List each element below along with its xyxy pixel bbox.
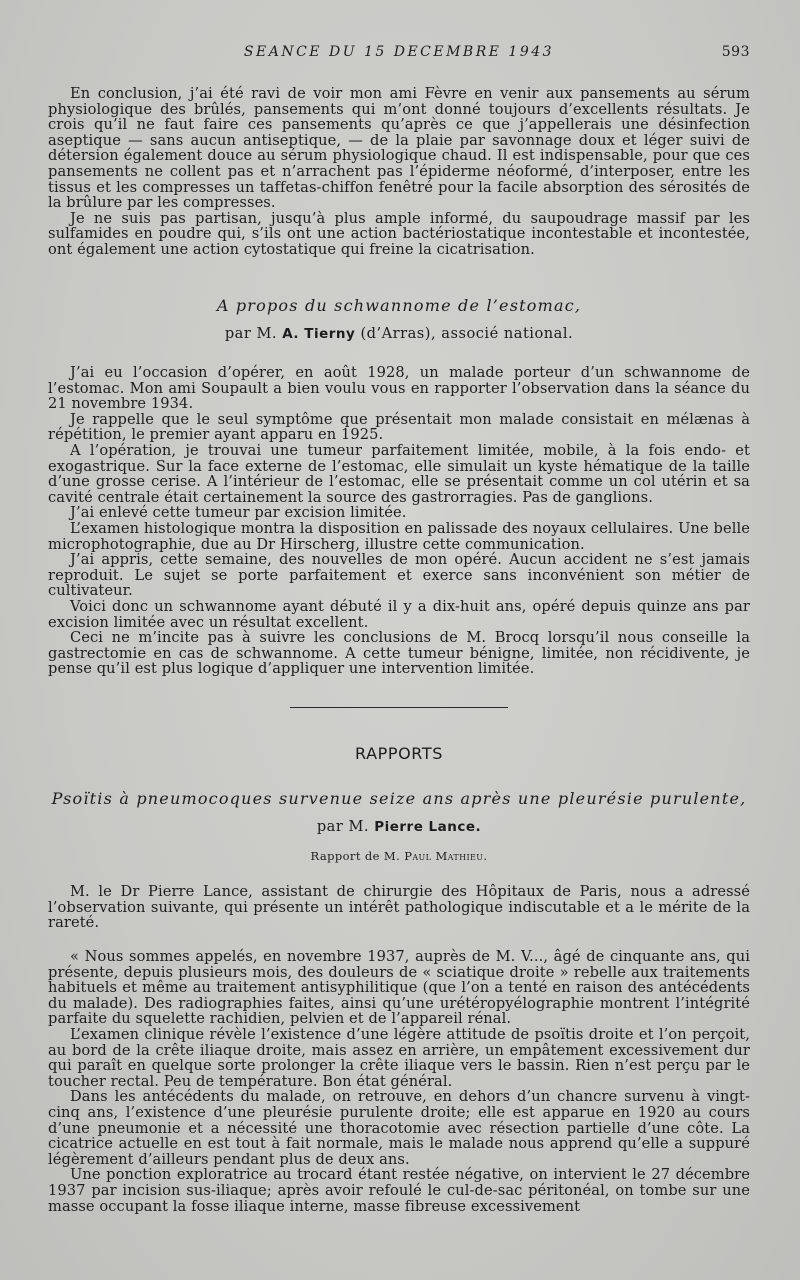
paragraph: J’ai appris, cette semaine, des nouvelles de mon opéré. Aucun accident ne s’est jamais reproduit. Le sujet se porte parfaitement et exerce sans inconvénient son métier de cultivateur.: [48, 551, 750, 600]
article-author: [48, 325, 750, 342]
report-intro: [48, 884, 750, 931]
author-suffix: (d’Arras), associé national.: [360, 325, 574, 342]
paragraph: Voici donc un schwannome ayant débuté il y a dix-huit ans, opéré depuis quinze ans par excision limitée avec un résultat excellent.: [48, 597, 750, 631]
paragraph: L’examen clinique révèle l’existence d’une légère attitude de psoïtis droite et l’on perçoit, au bord de la crête iliaque droite, mais assez en arrière, un empâtement excessivement dur qui paraît en quelque sorte prolonger la crête iliaque vers le bassin. Rien n’est perçu par le toucher rectal. Peu de température. Bon état général.: [48, 1025, 750, 1090]
author-name: Pierre Lance.: [374, 819, 482, 835]
paragraph: A l’opération, je trouvai une tumeur parfaitement limitée, mobile, à la fois endo- et exogastrique. Sur la face externe de l’estomac, elle simulait un kyste hématique de la taille d’une grosse cerise. A l’intérieur de l’estomac, elle se présentait comme un col utérin et sa cavité centrale était certainement la source des gastrorragies. Pas de ganglions.: [48, 441, 750, 506]
paragraph: Je rappelle que le seul symptôme que présentait mon malade consistait en mélænas à répétition, le premier ayant apparu en 1925.: [48, 410, 750, 444]
author-prefix: par M.: [316, 818, 370, 835]
paragraph: Dans les antécédents du malade, on retrouve, en dehors d’un chancre survenu à vingt-cinq ans, l’existence d’une pleurésie purulente droite; elle est apparue en 1920 au cours d’une pneumonie et a nécessité une thoracotomie avec résection partielle d’une côte. La cicatrice actuelle en est tout à fait normale, mais le malade nous apprend qu’elle a suppuré légèrement d’ailleurs pendant plus de deux ans.: [48, 1088, 750, 1168]
report-body: [48, 949, 750, 1214]
author-name: A. Tierny: [282, 326, 356, 342]
report-name: Paul Mathieu.: [404, 849, 488, 863]
report-title: Psoïtis à pneumocoques survenue seize ans après une pleurésie purulente,: [51, 789, 747, 808]
author-prefix: par M.: [224, 325, 278, 342]
article-title: A propos du schwannome de l’estomac,: [216, 296, 582, 315]
page-header: [48, 44, 750, 64]
page-number: 593: [721, 44, 750, 60]
paragraph: M. le Dr Pierre Lance, assistant de chirurgie des Hôpitaux de Paris, nous a adressé l’observation suivante, qui présente un intérêt pathologique indiscutable et a le mérite de la rareté.: [48, 883, 750, 932]
paragraph: En conclusion, j’ai été ravi de voir mon ami Fèvre en venir aux pansements au sérum physiologique des brûlés, pansements qui m’ont donné toujours d’excellents résultats. Je crois qu’il ne faut faire ces pansements qu’après ce que j’appellerais une désinfection aseptique — sans aucun antiseptique, — de la plaie par savonnage doux et léger suivi de détersion également douce au sérum physiologique chaud. Il est indispensable, pour que ces pansements ne collent pas et n’arrachent pas l’épiderme néoformé, d’interposer, entre les tissus et les compresses un taffetas-chiffon fenêtré pour la facile absorption des sérosités de la brûlure par les compresses.: [48, 85, 750, 212]
article-body: [48, 365, 750, 677]
paragraph: Ceci ne m’incite pas à suivre les conclusions de M. Brocq lorsqu’il nous conseille la gastrectomie en cas de schwannome. A cette tumeur bénigne, limitée, non récidivente, je pense qu’il est plus logique d’appliquer une intervention limitée.: [48, 629, 750, 678]
paragraph: Une ponction exploratrice au trocard étant restée négative, on intervient le 27 décembre 1937 par incision sus-iliaque; après avoir refoulé le cul-de-sac péritonéal, on tombe sur une masse occupant la fosse iliaque interne, masse fibreuse excessivement: [48, 1166, 750, 1215]
section-divider: [290, 707, 508, 708]
paragraph: « Nous sommes appelés, en novembre 1937, auprès de M. V..., âgé de cinquante ans, qui présente, depuis plusieurs mois, des douleurs de « sciatique droite » rebelle aux traitements habituels et même au traitement antisyphilitique (que l’on a tenté en raison des antécédents du malade). Des radiographies faites, ainsi qu’une urétéropyélographie montrent l’intégrité parfaite du squelette rachidien, pelvien et de l’appareil rénal.: [48, 948, 750, 1028]
paragraph: J’ai enlevé cette tumeur par excision limitée.: [70, 504, 407, 522]
section-heading: RAPPORTS: [355, 744, 443, 763]
paragraph: J’ai eu l’occasion d’opérer, en août 1928, un malade porteur d’un schwannome de l’estomac. Mon ami Soupault a bien voulu vous en rapporter l’observation dans la séance du 21 novembre 1934.: [48, 364, 750, 413]
paragraph: L’examen histologique montra la disposition en palissade des noyaux cellulaires. Une belle microphotographie, due au Dr Hirscherg, illustre cette communication.: [48, 519, 750, 553]
running-title: SEANCE DU 15 DECEMBRE 1943: [243, 44, 555, 60]
report-by-line: [48, 849, 750, 863]
conclusion-section: [48, 86, 750, 258]
report-author: [48, 818, 750, 835]
paragraph: Je ne suis pas partisan, jusqu’à plus ample informé, du saupoudrage massif par les sulfamides en poudre qui, s’ils ont une action bactériostatique incontestable et incontestée, ont également une action cytostatique qui freine la cicatrisation.: [48, 209, 750, 258]
report-prefix: Rapport de M.: [310, 849, 401, 863]
